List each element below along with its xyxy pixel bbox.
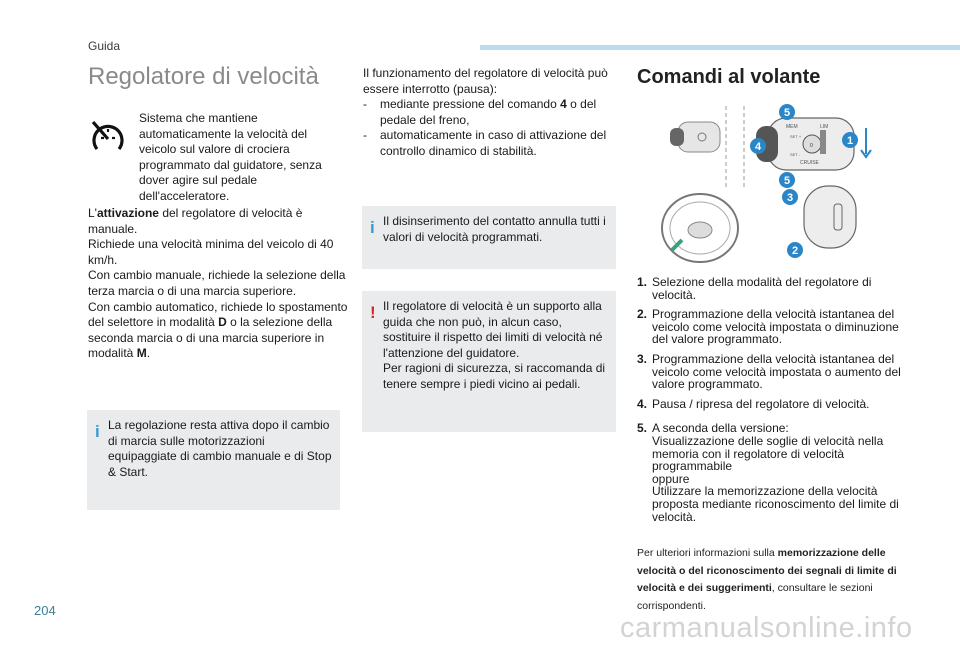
callout-2: 2 xyxy=(791,245,799,257)
steering-wheel-thumbnail xyxy=(662,194,738,262)
info-icon: i xyxy=(370,218,375,237)
page-title: Regolatore di velocità xyxy=(88,63,319,90)
callout-5-top: 5 xyxy=(783,107,791,119)
list-item: 1. Selezione della modalità del regolatore di velocità. xyxy=(637,275,872,302)
left-body: L'attivazione del regolatore di velocità è manuale. Richiede una velocità minima del veicolo di 40 km/h. Con cambio manuale, richiede la selezione della terza marcia o di una marcia superiore. Con cambio automatico, richiede lo spostamento del selettore in modalità D o la selezione della seconda marcia o di una marcia superiore in modalità M. xyxy=(88,206,348,361)
steering-controls-illustration xyxy=(650,100,890,270)
pause-conditions: Il funzionamento del regolatore di velocità può essere interrotto (pausa): - mediante pressione del comando 4 o del pedale del freno, - automaticamente in caso di attivazione del controllo dinamico di stabilità. xyxy=(363,66,608,158)
cruise-control-icon xyxy=(88,118,128,158)
section-label: Guida xyxy=(88,39,121,53)
list-item: 3. Programmazione della velocità istantanea del veicolo come velocità impostata o aumento del valore programmato. xyxy=(637,351,901,392)
watermark: carmanualsonline.info xyxy=(620,612,913,644)
left-lever-thumbnail xyxy=(670,106,726,190)
lever-label-lim: LIM xyxy=(820,124,829,130)
info-icon: i xyxy=(95,422,100,441)
intro-text: Sistema che mantiene automaticamente la velocità del veicolo sul valore di crociera programmato dal guidatore, senza dover agire sul pedale dell'acceleratore. xyxy=(139,111,322,203)
controls-list xyxy=(637,276,907,530)
warning-icon: ! xyxy=(370,303,376,322)
header-bar xyxy=(480,45,960,50)
callout-3: 3 xyxy=(786,192,794,204)
list-item: 5. A seconda della versione: Visualizzazione delle soglie di velocità nella memoria con il regolatore di velocità programmabile oppure Utilizzare la memorizzazione della velocità proposta mediante riconoscimento del limite di velocità. xyxy=(637,421,899,524)
lever-label-mem: MEM xyxy=(786,124,798,130)
callout-1: 1 xyxy=(846,135,854,147)
steering-controls-title: Comandi al volante xyxy=(637,66,821,88)
callout-4: 4 xyxy=(754,141,762,153)
callout-5-bottom: 5 xyxy=(783,175,791,187)
lever-label-zero: 0 xyxy=(810,143,813,149)
lever-label-set-plus: SET + xyxy=(790,134,802,139)
lever-label-set-minus: SET - xyxy=(790,152,801,157)
list-item: 4. Pausa / ripresa del regolatore di velocità. xyxy=(637,396,870,411)
lever-label-cruise: CRUISE xyxy=(800,160,819,166)
lever-end-view xyxy=(804,186,856,248)
warning-note: ! Il regolatore di velocità è un supporto alla guida che non può, in alcun caso, sostituire il rispetto dei limiti di velocità né l'attenzione del guidatore. Per ragioni di sicurezza, si raccomanda di tenere sempre i piedi vicino ai pedali. xyxy=(362,291,616,432)
info-note-ignition: i Il disinserimento del contatto annulla tutti i valori di velocità programmati. xyxy=(362,206,616,269)
list-item: 2. Programmazione della velocità istantanea del veicolo come velocità impostata o diminuzione del valore programmato. xyxy=(637,307,899,347)
page-number: 204 xyxy=(34,603,56,618)
footnote: Per ulteriori informazioni sulla memorizzazione delle velocità o del riconoscimento dei segnali di limite di velocità e dei suggerimenti, consultare le sezioni corrispondenti. xyxy=(637,547,897,612)
info-note: i La regolazione resta attiva dopo il cambio di marcia sulle motorizzazioni equipaggiate di cambio manuale e di Stop & Start. xyxy=(87,410,340,510)
